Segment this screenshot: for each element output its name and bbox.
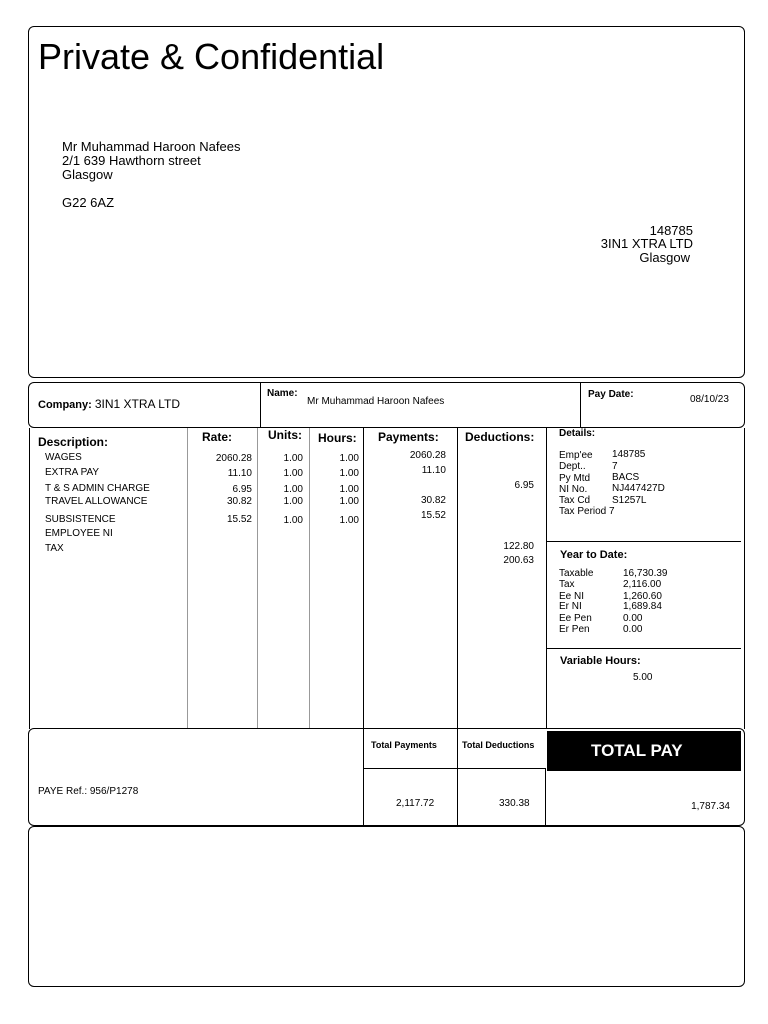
ytd-value: 1,689.84 [623, 601, 662, 612]
details-label: Dept.. [559, 461, 586, 472]
ytd-label: Tax [559, 579, 575, 590]
table-row-payment: 2060.28 [409, 450, 446, 461]
table-row-deduction: 122.80 [503, 541, 534, 552]
table-row-payment: 11.10 [421, 465, 446, 476]
company-value: 3IN1 XTRA LTD [94, 397, 180, 411]
table-row-units: 1.00 [283, 496, 303, 507]
name-label: Name: [267, 388, 298, 399]
table-row-deduction: 6.95 [514, 480, 534, 491]
table-row-hours: 1.00 [339, 484, 359, 495]
details-label: Py Mtd [559, 473, 591, 484]
ytd-label: Er NI [559, 601, 582, 612]
table-row-rate: 30.82 [226, 496, 252, 507]
ytd-label: Ee NI [559, 591, 585, 602]
recipient-postcode: G22 6AZ [62, 195, 115, 210]
paydate-label: Pay Date: [588, 389, 634, 400]
address-panel [28, 26, 745, 378]
details-value: BACS [612, 472, 640, 483]
table-row-hours: 1.00 [339, 496, 359, 507]
table-row-rate: 2060.28 [215, 453, 252, 464]
details-label: Emp'ee [559, 450, 593, 461]
ytd-label: Er Pen [559, 624, 590, 635]
table-row-hours: 1.00 [339, 468, 359, 479]
page-title: Private & Confidential [38, 36, 385, 77]
employer-ref: 148785 [649, 223, 693, 238]
table-row-desc: SUBSISTENCE [45, 514, 116, 525]
ytd-value: 1,260.60 [623, 591, 662, 602]
table-row-rate: 6.95 [232, 484, 252, 495]
ytd-value: 2,116.00 [623, 579, 662, 590]
table-row-hours: 1.00 [339, 515, 359, 526]
table-row-desc: T & S ADMIN CHARGE [45, 483, 150, 494]
variable-hours-value: 5.00 [633, 672, 653, 683]
table-row-units: 1.00 [283, 468, 303, 479]
details-value: 7 [612, 461, 618, 472]
col-payments: Payments: [378, 430, 439, 444]
table-row-units: 1.00 [283, 484, 303, 495]
table-row-units: 1.00 [283, 515, 303, 526]
company-label: Company: [38, 399, 92, 411]
table-row-hours: 1.00 [339, 453, 359, 464]
total-payments-value: 2,117.72 [396, 798, 435, 809]
table-row-rate: 15.52 [226, 514, 252, 525]
table-row-desc: TRAVEL ALLOWANCE [45, 496, 148, 507]
col-deductions: Deductions: [465, 430, 535, 444]
total-pay-label: TOTAL PAY [591, 741, 683, 760]
paydate-value: 08/10/23 [690, 394, 729, 405]
table-row-payment: 15.52 [420, 510, 446, 521]
ytd-value: 0.00 [623, 613, 643, 624]
notes-panel [28, 826, 745, 987]
ytd-value: 0.00 [623, 624, 643, 635]
ytd-label: Ee Pen [559, 613, 592, 624]
recipient-city: Glasgow [62, 167, 113, 182]
table-row-desc: EMPLOYEE NI [45, 528, 113, 539]
table-row-payment: 30.82 [420, 495, 446, 506]
table-row-desc: EXTRA PAY [45, 467, 100, 478]
table-row-units: 1.00 [283, 453, 303, 464]
col-rate: Rate: [202, 430, 233, 444]
table-row-deduction: 200.63 [503, 555, 534, 566]
col-description: Description: [38, 435, 109, 449]
name-value: Mr Muhammad Haroon Nafees [307, 396, 445, 407]
tax-period: Tax Period 7 [559, 506, 615, 517]
total-pay-value: 1,787.34 [691, 801, 730, 812]
details-value: 148785 [612, 449, 646, 460]
col-hours: Hours: [318, 431, 357, 445]
ytd-title: Year to Date: [560, 549, 628, 561]
col-units: Units: [268, 428, 302, 442]
table-row-desc: TAX [45, 543, 64, 554]
recipient-address: 2/1 639 Hawthorn street [62, 153, 201, 168]
employer-company: 3IN1 XTRA LTD [600, 236, 693, 251]
table-row-desc: WAGES [45, 452, 82, 463]
details-label: Tax Cd [559, 495, 591, 506]
recipient-name: Mr Muhammad Haroon Nafees [62, 139, 241, 154]
company-field [38, 397, 180, 411]
ytd-label: Taxable [559, 568, 594, 579]
details-value: S1257L [612, 495, 647, 506]
variable-hours-title: Variable Hours: [560, 655, 641, 667]
total-deductions-value: 330.38 [499, 798, 530, 809]
ytd-value: 16,730.39 [623, 568, 668, 579]
details-value: NJ447427D [612, 483, 665, 494]
paye-ref: PAYE Ref.: 956/P1278 [38, 786, 139, 797]
table-row-rate: 11.10 [227, 468, 252, 479]
employer-city: Glasgow [639, 250, 690, 265]
col-details: Details: [559, 428, 596, 439]
total-deductions-label: Total Deductions [462, 740, 535, 750]
total-payments-label: Total Payments [371, 740, 437, 750]
details-label: NI No. [559, 484, 588, 495]
